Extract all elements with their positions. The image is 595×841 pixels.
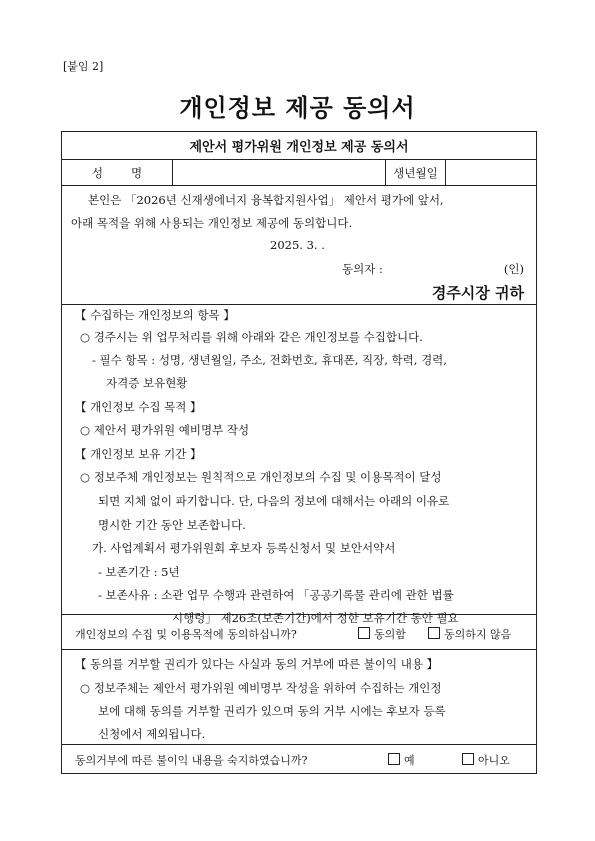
refusal-info <box>62 650 536 745</box>
consent-line-2: 아래 목적을 위해 사용되는 개인정보 제공에 동의합니다. <box>71 216 353 230</box>
attachment-label: [붙임 2] <box>63 60 104 73</box>
birth-label: 생년월일 <box>386 160 446 185</box>
q1-agree-option[interactable] <box>358 626 406 642</box>
q1-disagree-label: 동의하지 않음 <box>444 628 512 641</box>
q2-no-checkbox[interactable] <box>462 753 474 765</box>
consent-statement <box>62 186 536 305</box>
consent-date: 2025. 3. . <box>270 238 325 252</box>
q2-yes-label: 예 <box>404 754 415 767</box>
consenter-label: 동의자 : <box>342 262 383 276</box>
retention-line-2: 되면 지체 없이 파기합니다. 단, 다음의 정보에 대해서는 아래의 이유로 <box>98 494 450 508</box>
q2-no-label: 아니오 <box>478 754 510 767</box>
retention-line-7: 시행령」 제26조(보존기간)에서 정한 보유기간 동안 필요 <box>172 611 459 625</box>
retention-line-4: 가. 사업계획서 평가위원회 후보자 등록신청서 및 보안서약서 <box>92 541 396 555</box>
question-1-row <box>62 615 536 650</box>
purpose-line-1: ○ 제안서 평가위원 예비명부 작성 <box>80 423 250 437</box>
retention-line-3: 명시한 기간 동안 보존합니다. <box>98 518 246 532</box>
name-field[interactable] <box>173 160 386 185</box>
refuse-line-3: 신청에서 제외됩니다. <box>98 727 206 741</box>
collect-header: 【 수집하는 개인정보의 항목 】 <box>75 308 235 322</box>
purpose-header: 【 개인정보 수집 목적 】 <box>75 400 202 414</box>
q2-yes-option[interactable] <box>388 752 415 768</box>
collect-line-2: - 필수 항목 : 성명, 생년월일, 주소, 전화번호, 휴대폰, 직장, 학력, 경력, <box>92 353 447 367</box>
q2-no-option[interactable] <box>462 752 510 768</box>
q1-disagree-checkbox[interactable] <box>428 627 440 639</box>
name-row <box>62 160 536 186</box>
privacy-info <box>62 305 536 625</box>
refuse-line-1: ○ 정보주체는 제안서 평가위원 예비명부 작성을 위하여 수집하는 개인정 <box>80 681 442 695</box>
document-title: 개인정보 제공 동의서 <box>179 93 416 122</box>
addressee: 경주시장 귀하 <box>431 284 524 302</box>
name-label: 성명 <box>62 160 173 185</box>
q1-agree-label: 동의함 <box>374 628 406 641</box>
retention-line-1: ○ 정보주체 개인정보는 원칙적으로 개인정보의 수집 및 이용목적이 달성 <box>80 470 442 484</box>
question-1: 개인정보의 수집 및 이용목적에 동의하십니까? <box>75 628 297 641</box>
form-box-title: 제안서 평가위원 개인정보 제공 동의서 <box>62 132 536 160</box>
question-2: 동의거부에 따른 불이익 내용을 숙지하였습니까? <box>75 754 308 767</box>
q2-yes-checkbox[interactable] <box>388 753 400 765</box>
q1-disagree-option[interactable] <box>428 626 511 642</box>
retention-line-6: - 보존사유 : 소관 업무 수행과 관련하여 「공공기록물 관리에 관한 법률 <box>98 588 454 602</box>
retention-line-5: - 보존기간 : 5년 <box>98 565 180 579</box>
seal-mark: (인) <box>503 262 524 276</box>
question-2-row <box>62 745 536 773</box>
collect-line-3: 자격증 보유현황 <box>106 376 188 390</box>
consent-line-1: 본인은 「2026년 신재생에너지 융복합지원사업」 제안서 평가에 앞서, <box>88 193 444 207</box>
consent-form <box>61 131 537 774</box>
q1-agree-checkbox[interactable] <box>358 627 370 639</box>
retention-header: 【 개인정보 보유 기간 】 <box>75 447 202 461</box>
collect-line-1: ○ 경주시는 위 업무처리를 위해 아래와 같은 개인정보를 수집합니다. <box>80 330 423 344</box>
birth-field[interactable] <box>446 160 536 185</box>
refuse-line-2: 보에 대해 동의를 거부할 권리가 있으며 동의 거부 시에는 후보자 등록 <box>98 704 446 718</box>
refuse-header: 【 동의를 거부할 권리가 있다는 사실과 동의 거부에 따른 불이익 내용 】 <box>75 657 439 671</box>
